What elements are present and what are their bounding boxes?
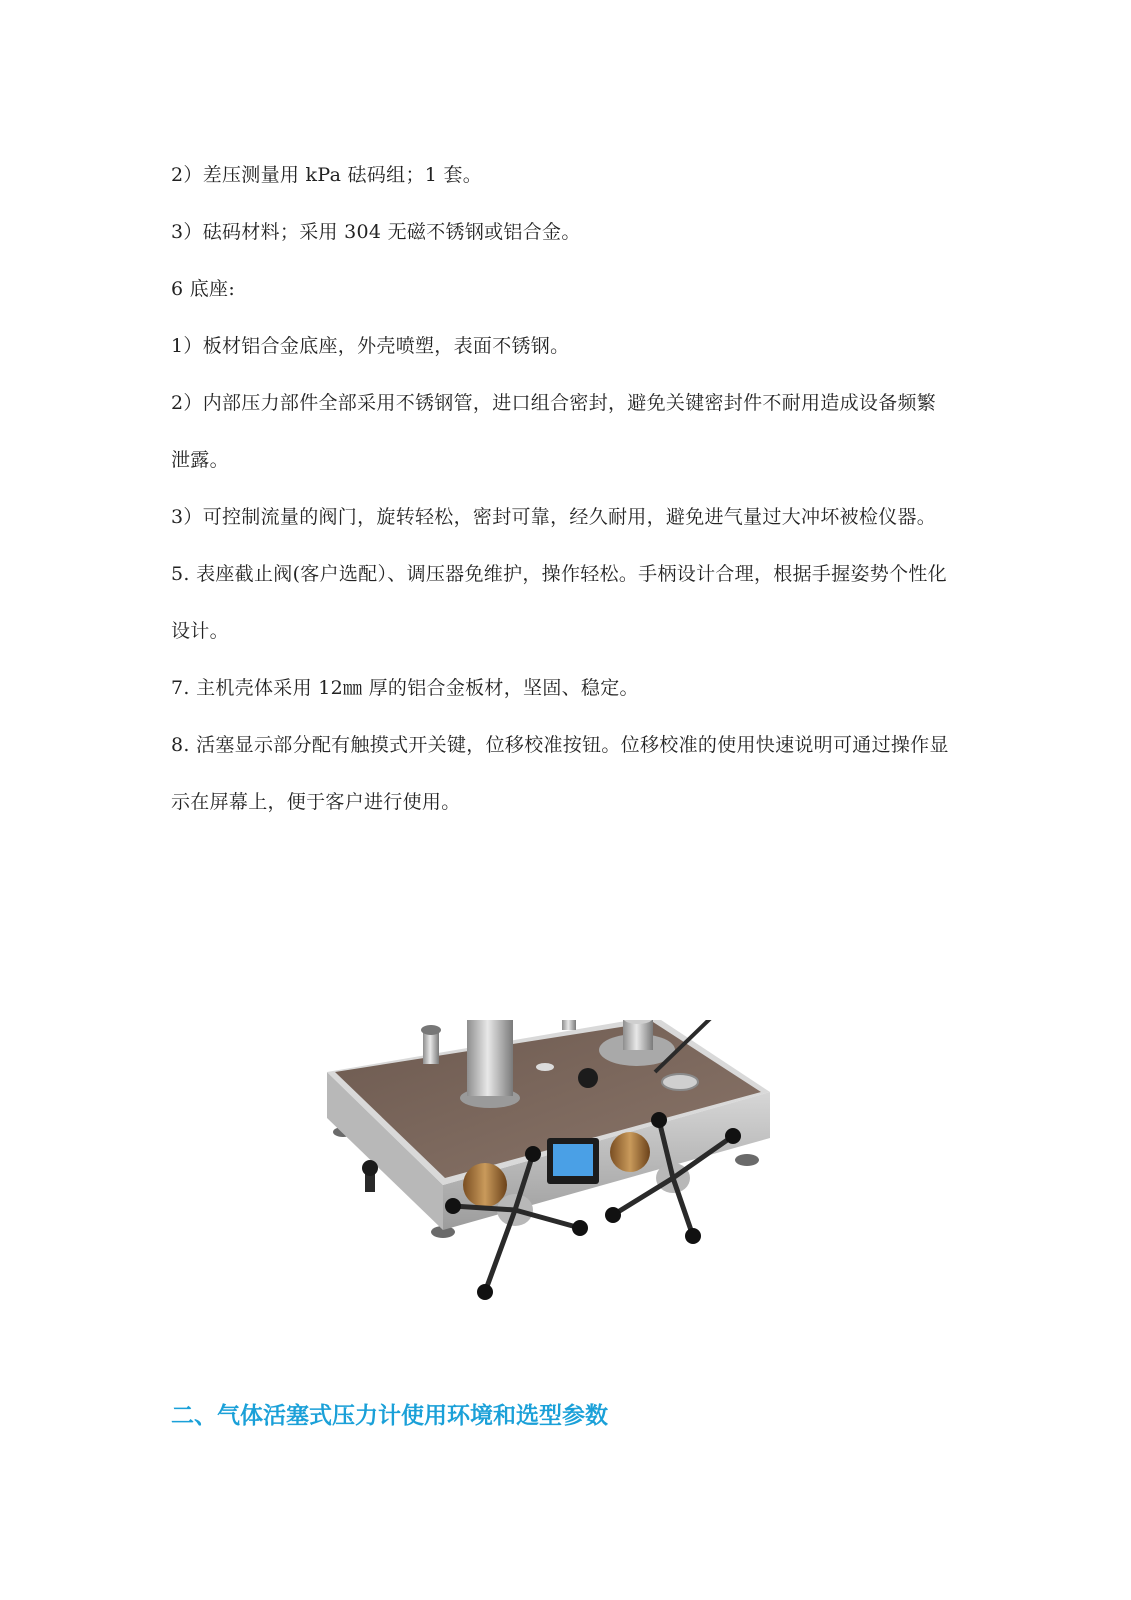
- paragraph-line: 6 底座:: [171, 278, 236, 300]
- paragraph-line: 1）板材铝合金底座，外壳喷塑，表面不锈钢。: [171, 335, 570, 357]
- product-image: [325, 1020, 805, 1350]
- paragraph-line: 泄露。: [171, 449, 229, 471]
- paragraph-line: 8. 活塞显示部分配有触摸式开关键，位移校准按钮。位移校准的使用快速说明可通过操作显: [171, 734, 949, 756]
- paragraph-line: 5. 表座截止阀(客户选配）、调压器免维护，操作轻松。手柄设计合理，根据手握姿势个性化: [171, 563, 947, 585]
- paragraph-line: 7. 主机壳体采用 12㎜ 厚的铝合金板材，坚固、稳定。: [171, 677, 639, 699]
- paragraph-line: 2）差压测量用 kPa 砝码组；1 套。: [171, 164, 483, 186]
- paragraph-line: 3）可控制流量的阀门，旋转轻松，密封可靠，经久耐用，避免进气量过大冲坏被检仪器。: [171, 506, 937, 528]
- paragraph-line: 设计。: [171, 620, 229, 642]
- paragraph-line: 示在屏幕上，便于客户进行使用。: [171, 791, 461, 813]
- paragraph-line: 2）内部压力部件全部采用不锈钢管，进口组合密封，避免关键密封件不耐用造成设备频繁: [171, 392, 937, 414]
- paragraph-line: 3）砝码材料；采用 304 无磁不锈钢或铝合金。: [171, 221, 581, 243]
- section-heading: 二、气体活塞式压力计使用环境和选型参数: [171, 1403, 608, 1429]
